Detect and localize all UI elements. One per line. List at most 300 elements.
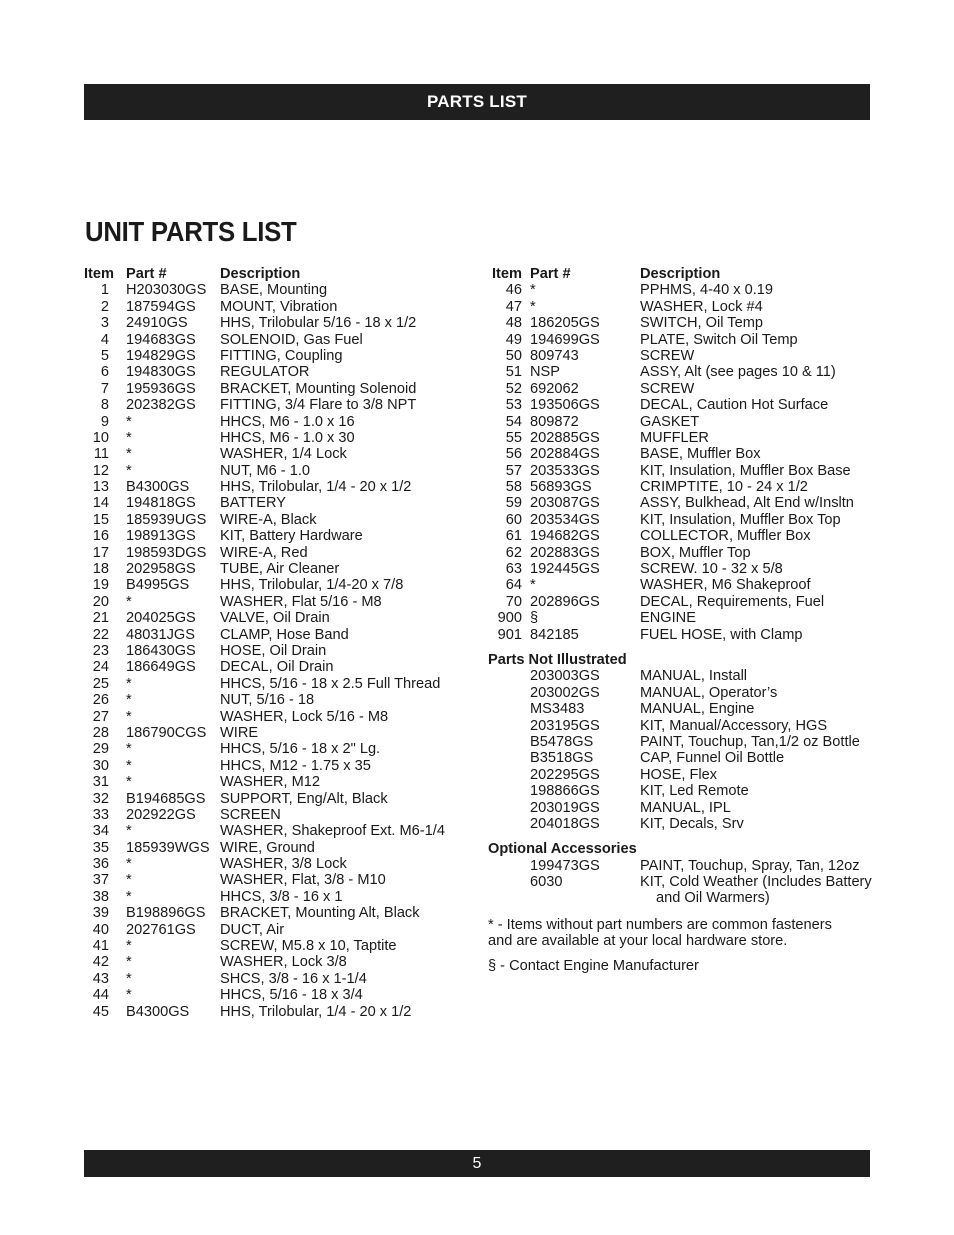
- part-description: WASHER, Lock 5/16 - M8: [220, 708, 389, 725]
- part-description: MANUAL, Engine: [640, 701, 755, 718]
- part-number: 692062: [530, 380, 579, 397]
- item-number: 23: [92, 642, 109, 659]
- part-number: 202883GS: [530, 544, 600, 561]
- part-number: *: [126, 462, 132, 479]
- table-row: [488, 348, 868, 364]
- part-description: PPHMS, 4-40 x 0.19: [640, 282, 774, 299]
- part-description: HOSE, Flex: [640, 766, 718, 783]
- item-number: 54: [505, 413, 522, 430]
- part-number: 203003GS: [530, 668, 600, 685]
- header-part: Part #: [530, 266, 571, 282]
- table-row: [84, 332, 464, 348]
- table-row: [84, 627, 464, 643]
- part-number: *: [126, 872, 132, 889]
- optional-accessories-rows: [488, 857, 872, 891]
- part-description: KIT, Decals, Srv: [640, 815, 744, 832]
- table-row: [84, 791, 464, 807]
- part-number: 185939UGS: [126, 511, 207, 528]
- optional-continuation: and Oil Warmers): [656, 890, 770, 907]
- part-number: *: [126, 938, 132, 955]
- part-description: HHCS, 3/8 - 16 x 1: [220, 888, 343, 905]
- part-number: 809743: [530, 347, 579, 364]
- part-number: *: [126, 954, 132, 971]
- item-number: 35: [92, 839, 109, 856]
- item-number: 52: [505, 380, 522, 397]
- header-part: Part #: [126, 266, 167, 282]
- part-description: WASHER, M12: [220, 774, 321, 791]
- item-number: 63: [505, 561, 522, 578]
- part-description: WASHER, Flat 5/16 - M8: [220, 593, 382, 610]
- part-number: 203533GS: [530, 462, 600, 479]
- part-description: BASE, Mounting: [220, 282, 328, 299]
- part-description: KIT, Cold Weather (Includes Battery: [640, 874, 872, 891]
- item-number: 16: [92, 528, 109, 545]
- item-number: 10: [92, 429, 109, 446]
- part-number: *: [126, 675, 132, 692]
- item-number: 8: [100, 397, 109, 414]
- item-number: 45: [92, 1003, 109, 1020]
- header-bar: [84, 84, 870, 120]
- part-number: *: [126, 708, 132, 725]
- part-number: 202885GS: [530, 429, 600, 446]
- part-description: WASHER, Flat, 3/8 - M10: [220, 872, 386, 889]
- table-row: [84, 545, 464, 561]
- list-item: [488, 816, 868, 832]
- part-number: *: [126, 987, 132, 1004]
- part-number: B3518GS: [530, 750, 594, 767]
- part-number: 202896GS: [530, 593, 600, 610]
- part-description: HHS, Trilobular, 1/4-20 x 7/8: [220, 577, 404, 594]
- part-number: *: [126, 692, 132, 709]
- table-row: [488, 545, 868, 561]
- item-number: 19: [92, 577, 109, 594]
- part-number: B4300GS: [126, 1003, 190, 1020]
- part-description: KIT, Insulation, Muffler Box Top: [640, 511, 841, 528]
- table-row: [84, 676, 464, 692]
- part-description: DECAL, Requirements, Fuel: [640, 593, 825, 610]
- part-number: 194683GS: [126, 331, 196, 348]
- left-rows: [84, 282, 464, 1020]
- part-number: 185939WGS: [126, 839, 210, 856]
- item-number: 33: [92, 806, 109, 823]
- part-number: 186430GS: [126, 642, 196, 659]
- table-row: [84, 659, 464, 675]
- table-row: [84, 741, 464, 757]
- table-row: [488, 364, 868, 380]
- part-number: *: [530, 577, 536, 594]
- table-row: [84, 512, 464, 528]
- part-description: REGULATOR: [220, 364, 310, 381]
- item-number: 11: [93, 446, 109, 463]
- table-row: [84, 528, 464, 544]
- part-description: PAINT, Touchup, Tan,1/2 oz Bottle: [640, 733, 860, 750]
- item-number: 13: [92, 479, 109, 496]
- part-number: NSP: [530, 364, 561, 381]
- item-number: 43: [92, 970, 109, 987]
- item-number: 56: [505, 446, 522, 463]
- right-rows: [488, 282, 868, 643]
- item-number: 28: [92, 724, 109, 741]
- part-number: *: [126, 774, 132, 791]
- table-row: [84, 446, 464, 462]
- table-row: [84, 282, 464, 298]
- part-description: SOLENOID, Gas Fuel: [220, 331, 363, 348]
- table-row: [84, 922, 464, 938]
- table-row: [84, 971, 464, 987]
- table-row: [84, 299, 464, 315]
- part-number: *: [126, 741, 132, 758]
- list-item: [488, 718, 868, 734]
- item-number: 40: [92, 921, 109, 938]
- part-description: HHCS, M6 - 1.0 x 16: [220, 413, 355, 430]
- item-number: 50: [505, 347, 522, 364]
- table-row: [488, 299, 868, 315]
- item-number: 15: [92, 511, 109, 528]
- item-number: 1: [100, 282, 109, 299]
- table-row: [488, 512, 868, 528]
- table-row: [488, 627, 868, 643]
- header-item: Item: [491, 266, 522, 282]
- part-description: DUCT, Air: [220, 921, 285, 938]
- parts-table-right: [488, 266, 872, 974]
- part-number: 202295GS: [530, 766, 600, 783]
- part-description: NUT, 5/16 - 18: [220, 692, 315, 709]
- table-row: [84, 725, 464, 741]
- part-description: PAINT, Touchup, Spray, Tan, 12oz: [640, 857, 860, 874]
- section-note: § - Contact Engine Manufacturer: [488, 957, 699, 974]
- table-row: [84, 479, 464, 495]
- item-number: 6: [100, 364, 109, 381]
- item-number: 55: [505, 429, 522, 446]
- list-item: [488, 668, 868, 684]
- part-description: SCREW: [640, 380, 695, 397]
- part-number: *: [126, 413, 132, 430]
- item-number: 39: [92, 905, 109, 922]
- table-row: [488, 577, 868, 593]
- part-description: WASHER, Lock #4: [640, 298, 763, 315]
- table-row: [84, 823, 464, 839]
- item-number: 27: [92, 708, 109, 725]
- part-description: SHCS, 3/8 - 16 x 1-1/4: [220, 970, 367, 987]
- table-row: [84, 889, 464, 905]
- part-number: 186790CGS: [126, 724, 207, 741]
- table-row: [488, 446, 868, 462]
- part-number: 204018GS: [530, 815, 600, 832]
- part-description: WIRE, Ground: [220, 839, 315, 856]
- table-row: [488, 463, 868, 479]
- table-row: [84, 1004, 464, 1020]
- header-title: PARTS LIST: [427, 92, 527, 111]
- item-number: 37: [92, 872, 109, 889]
- part-number: 203019GS: [530, 799, 600, 816]
- table-row: [84, 807, 464, 823]
- optional-accessories-title: Optional Accessories: [488, 841, 637, 858]
- header-item: Item: [84, 266, 115, 282]
- part-description: HOSE, Oil Drain: [220, 642, 327, 659]
- part-description: KIT, Manual/Accessory, HGS: [640, 717, 828, 734]
- table-row: [488, 414, 868, 430]
- part-description: FUEL HOSE, with Clamp: [640, 626, 803, 643]
- part-description: FITTING, Coupling: [220, 347, 343, 364]
- item-number: 58: [505, 479, 522, 496]
- part-number: 809872: [530, 413, 579, 430]
- part-description: WIRE-A, Red: [220, 544, 308, 561]
- table-row: [84, 856, 464, 872]
- table-row: [488, 397, 868, 413]
- part-number: B198896GS: [126, 905, 206, 922]
- item-number: 47: [505, 298, 522, 315]
- part-description: BRACKET, Mounting Alt, Black: [220, 905, 420, 922]
- item-number: 24: [92, 659, 109, 676]
- item-number: 901: [497, 626, 522, 643]
- table-row: [84, 463, 464, 479]
- table-row: [488, 381, 868, 397]
- part-description: TUBE, Air Cleaner: [220, 561, 340, 578]
- table-row: [84, 774, 464, 790]
- table-row: [488, 561, 868, 577]
- footer-bar: [84, 1150, 870, 1177]
- part-description: WASHER, 1/4 Lock: [220, 446, 347, 463]
- item-number: 4: [100, 331, 109, 348]
- page-number: 5: [472, 1154, 482, 1172]
- part-description: HHCS, M6 - 1.0 x 30: [220, 429, 355, 446]
- part-number: 202382GS: [126, 397, 196, 414]
- part-description: SCREW, M5.8 x 10, Taptite: [220, 938, 397, 955]
- part-number: 186649GS: [126, 659, 196, 676]
- part-description: HHCS, 5/16 - 18 x 3/4: [220, 987, 363, 1004]
- part-description: HHCS, M12 - 1.75 x 35: [220, 757, 371, 774]
- part-number: 203534GS: [530, 511, 600, 528]
- part-number: 24910GS: [126, 315, 188, 332]
- item-number: 30: [92, 757, 109, 774]
- part-description: HHCS, 5/16 - 18 x 2.5 Full Thread: [220, 675, 441, 692]
- item-number: 17: [92, 544, 109, 561]
- list-item: [488, 701, 868, 717]
- part-number: 203087GS: [530, 495, 600, 512]
- item-number: 61: [505, 528, 522, 545]
- part-number: 194699GS: [530, 331, 600, 348]
- part-number: 204025GS: [126, 610, 196, 627]
- item-number: 7: [100, 380, 109, 397]
- part-description: HHS, Trilobular, 1/4 - 20 x 1/2: [220, 1003, 412, 1020]
- part-description: WIRE: [220, 724, 259, 741]
- part-description: CLAMP, Hose Band: [220, 626, 349, 643]
- part-number: 48031JGS: [126, 626, 195, 643]
- part-description: MOUNT, Vibration: [220, 298, 338, 315]
- part-description: MANUAL, Install: [640, 668, 748, 685]
- part-number: 198593DGS: [126, 544, 207, 561]
- part-number: H203030GS: [126, 282, 207, 299]
- part-number: 199473GS: [530, 857, 600, 874]
- item-number: 31: [92, 774, 109, 791]
- part-number: 195936GS: [126, 380, 196, 397]
- table-row: [84, 938, 464, 954]
- item-number: 51: [505, 364, 522, 381]
- part-description: MANUAL, Operator’s: [640, 684, 778, 701]
- item-number: 20: [92, 593, 109, 610]
- item-number: 900: [497, 610, 522, 627]
- table-row: [84, 315, 464, 331]
- part-number: *: [126, 593, 132, 610]
- part-number: 187594GS: [126, 298, 196, 315]
- item-number: 5: [100, 347, 109, 364]
- item-number: 9: [100, 413, 109, 430]
- part-number: 194682GS: [530, 528, 600, 545]
- item-number: 26: [92, 692, 109, 709]
- table-row: [84, 577, 464, 593]
- part-number: 203002GS: [530, 684, 600, 701]
- table-row: [84, 709, 464, 725]
- part-description: HHS, Trilobular, 1/4 - 20 x 1/2: [220, 479, 412, 496]
- table-row: [84, 381, 464, 397]
- part-number: *: [126, 757, 132, 774]
- table-row: [488, 315, 868, 331]
- part-description: COLLECTOR, Muffler Box: [640, 528, 811, 545]
- item-number: 2: [100, 298, 109, 315]
- part-description: NUT, M6 - 1.0: [220, 462, 311, 479]
- part-number: 202958GS: [126, 561, 196, 578]
- item-number: 3: [100, 315, 109, 332]
- part-description: BOX, Muffler Top: [640, 544, 751, 561]
- part-number: 203195GS: [530, 717, 600, 734]
- item-number: 36: [92, 856, 109, 873]
- part-description: KIT, Insulation, Muffler Box Base: [640, 462, 851, 479]
- part-number: 198913GS: [126, 528, 196, 545]
- part-description: ASSY, Bulkhead, Alt End w/Insltn: [640, 495, 854, 512]
- table-row: [84, 495, 464, 511]
- item-number: 25: [92, 675, 109, 692]
- table-row: [488, 594, 868, 610]
- part-number: 186205GS: [530, 315, 600, 332]
- list-item: [488, 750, 868, 766]
- part-number: 194830GS: [126, 364, 196, 381]
- part-number: 194818GS: [126, 495, 196, 512]
- item-number: 18: [92, 561, 109, 578]
- item-number: 44: [92, 987, 109, 1004]
- part-number: *: [126, 446, 132, 463]
- item-number: 22: [92, 626, 109, 643]
- part-description: SCREW: [640, 347, 695, 364]
- part-description: DECAL, Caution Hot Surface: [640, 397, 829, 414]
- part-description: FITTING, 3/4 Flare to 3/8 NPT: [220, 397, 417, 414]
- part-description: MANUAL, IPL: [640, 799, 731, 816]
- part-number: *: [530, 282, 536, 299]
- part-description: SCREEN: [220, 806, 281, 823]
- part-number: 198866GS: [530, 783, 600, 800]
- part-description: WASHER, Lock 3/8: [220, 954, 347, 971]
- part-description: ENGINE: [640, 610, 696, 627]
- item-number: 64: [505, 577, 522, 594]
- table-row: [84, 758, 464, 774]
- part-number: 56893GS: [530, 479, 592, 496]
- part-description: VALVE, Oil Drain: [220, 610, 330, 627]
- part-description: BATTERY: [220, 495, 286, 512]
- part-description: ASSY, Alt (see pages 10 & 11): [640, 364, 836, 381]
- table-row: [84, 430, 464, 446]
- part-number: 194829GS: [126, 347, 196, 364]
- table-header-row: [84, 266, 464, 282]
- part-description: WASHER, M6 Shakeproof: [640, 577, 811, 594]
- table-row: [84, 987, 464, 1003]
- item-number: 12: [92, 462, 109, 479]
- table-row: [488, 282, 868, 298]
- table-row: [84, 954, 464, 970]
- table-row: [84, 872, 464, 888]
- list-item: [488, 800, 868, 816]
- table-header-row: [488, 266, 868, 282]
- part-description: GASKET: [640, 413, 700, 430]
- not-illustrated-title: Parts Not Illustrated: [488, 651, 627, 668]
- not-illustrated-rows: [488, 668, 868, 832]
- part-number: 192445GS: [530, 561, 600, 578]
- item-number: 32: [92, 790, 109, 807]
- part-number: *: [126, 823, 132, 840]
- item-number: 57: [505, 462, 522, 479]
- part-number: 842185: [530, 626, 579, 643]
- part-number: 6030: [530, 874, 563, 891]
- part-description: WASHER, Shakeproof Ext. M6-1/4: [220, 823, 445, 840]
- part-description: CAP, Funnel Oil Bottle: [640, 750, 785, 767]
- item-number: 14: [92, 495, 109, 512]
- table-row: [84, 905, 464, 921]
- part-description: KIT, Led Remote: [640, 783, 749, 800]
- header-description: Description: [640, 266, 721, 282]
- table-row: [84, 561, 464, 577]
- part-number: *: [126, 856, 132, 873]
- part-number: *: [126, 429, 132, 446]
- item-number: 42: [92, 954, 109, 971]
- list-item: [488, 767, 868, 783]
- part-description: SUPPORT, Eng/Alt, Black: [220, 790, 388, 807]
- table-row: [488, 332, 868, 348]
- table-row: [84, 692, 464, 708]
- part-number: 202884GS: [530, 446, 600, 463]
- part-description: SWITCH, Oil Temp: [640, 315, 763, 332]
- part-number: MS3483: [530, 701, 585, 718]
- item-number: 48: [505, 315, 522, 332]
- part-description: CRIMPTITE, 10 - 24 x 1/2: [640, 479, 808, 496]
- table-row: [488, 495, 868, 511]
- list-item: [488, 685, 868, 701]
- item-number: 53: [505, 397, 522, 414]
- part-number: *: [126, 970, 132, 987]
- part-number: *: [530, 298, 536, 315]
- part-number: 193506GS: [530, 397, 600, 414]
- header-description: Description: [220, 266, 301, 282]
- part-number: B194685GS: [126, 790, 206, 807]
- table-row: [488, 430, 868, 446]
- part-description: WASHER, 3/8 Lock: [220, 856, 347, 873]
- page-title: UNIT PARTS LIST: [85, 216, 297, 247]
- part-number: B4995GS: [126, 577, 190, 594]
- part-description: DECAL, Oil Drain: [220, 659, 334, 676]
- part-number: 202922GS: [126, 806, 196, 823]
- table-row: [84, 643, 464, 659]
- part-number: B4300GS: [126, 479, 190, 496]
- part-description: SCREW. 10 - 32 x 5/8: [640, 561, 783, 578]
- part-description: BRACKET, Mounting Solenoid: [220, 380, 417, 397]
- table-row: [84, 414, 464, 430]
- part-description: PLATE, Switch Oil Temp: [640, 331, 798, 348]
- item-number: 21: [92, 610, 109, 627]
- list-item: [488, 874, 872, 891]
- part-description: WIRE-A, Black: [220, 511, 317, 528]
- part-description: MUFFLER: [640, 429, 709, 446]
- item-number: 29: [92, 741, 109, 758]
- item-number: 49: [505, 331, 522, 348]
- list-item: [488, 858, 868, 874]
- part-description: HHCS, 5/16 - 18 x 2" Lg.: [220, 741, 381, 758]
